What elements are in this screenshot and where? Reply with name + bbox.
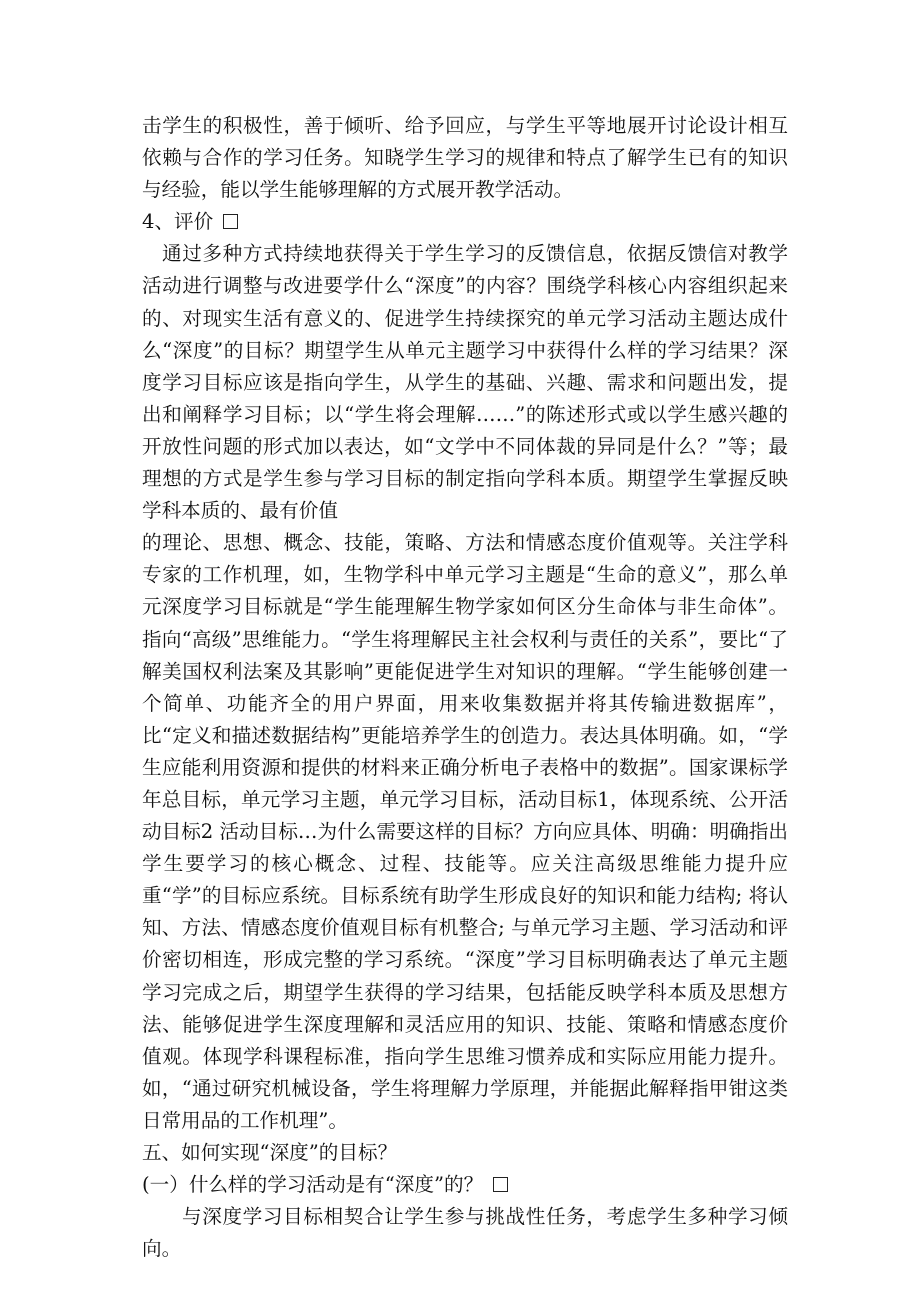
heading-evaluation: [142, 206, 788, 238]
heading-evaluation-text: 4、评价: [142, 210, 214, 234]
paragraph-1: 击学生的积极性，善于倾听、给予回应，与学生平等地展开讨论设计相互依赖与合作的学习任务。知晓学生学习的规律和特点了解学生已有的知识与经验，能以学生能够理解的方式展开教学活动。: [142, 114, 788, 202]
paragraph-4: 与深度学习目标相契合让学生参与挑战性任务，考虑学生多种学习倾向。: [142, 1205, 788, 1261]
heading-section-five: 五、如何实现“深度”的目标？: [142, 1141, 398, 1164]
paragraph-2: 通过多种方式持续地获得关于学生学习的反馈信息，依据反馈信对教学活动进行调整与改进要学什么“深度”的内容？围绕学科核心内容组织起来的、对现实生活有意义的、促进学生持续探究的单元学习活动主题达成什么“深度”的目标？期望学生从单元主题学习中获得什么样的学习结果？深度学习目标应该是指向学生，从学生的基础、兴趣、需求和问题出发，提出和阐释学习目标；以“学生将会理解……”的陈述形式或以学生感兴趣的开放性问题的形式加以表达，如“文学中不同体裁的异同是什么？”等；最理想的方式是学生参与学习目标的制定指向学科本质。期望学生掌握反映学科本质的、最有价值: [142, 242, 788, 523]
document-page: [142, 110, 788, 1265]
heading-subsection-one: [142, 1169, 788, 1201]
checkbox-icon[interactable]: [493, 1177, 508, 1192]
heading-subsection-one-text: (一）什么样的学习活动是有“深度”的？: [142, 1173, 484, 1197]
checkbox-icon[interactable]: [223, 214, 238, 229]
paragraph-3: 的理论、思想、概念、技能，策略、方法和情感态度价值观等。关注学科专家的工作机理，如，生物学科中单元学习主题是“生命的意义”，那么单元深度学习目标就是“学生能理解生物学家如何区分生命体与非生命体”。指向“高级”思维能力。“学生将理解民主社会权利与责任的关系”，要比“了解美国权利法案及其影响”更能促进学生对知识的理解。“学生能够创建一个简单、功能齐全的用户界面，用来收集数据并将其传输进数据库”，比“定义和描述数据结构”更能培养学生的创造力。表达具体明确。如，“学生应能利用资源和提供的材料来正确分析电子表格中的数据”。国家课标学年总目标，单元学习主题，单元学习目标，活动目标1，体现系统、公开活动目标2 活动目标…为什么需要这样的目标？方向应具体、明确：明确指出学生要学习的核心概念、过程、技能等。应关注高级思维能力提升应重“学”的目标应系统。目标系统有助学生形成良好的知识和能力结构; 将认知、方法、情感态度价值观目标有机整合; 与单元学习主题、学习活动和评价密切相连，形成完整的学习系统。“深度”学习目标明确表达了单元主题学习完成之后，期望学生获得的学习结果，包括能反映学科本质及思想方法、能够促进学生深度理解和灵活应用的知识、技能、策略和情感态度价值观。体现学科课程标准，指向学生思维习惯养成和实际应用能力提升。如，“通过研究机械设备，学生将理解力学原理，并能据此解释指甲钳这类日常用品的工作机理”。: [142, 531, 788, 1132]
